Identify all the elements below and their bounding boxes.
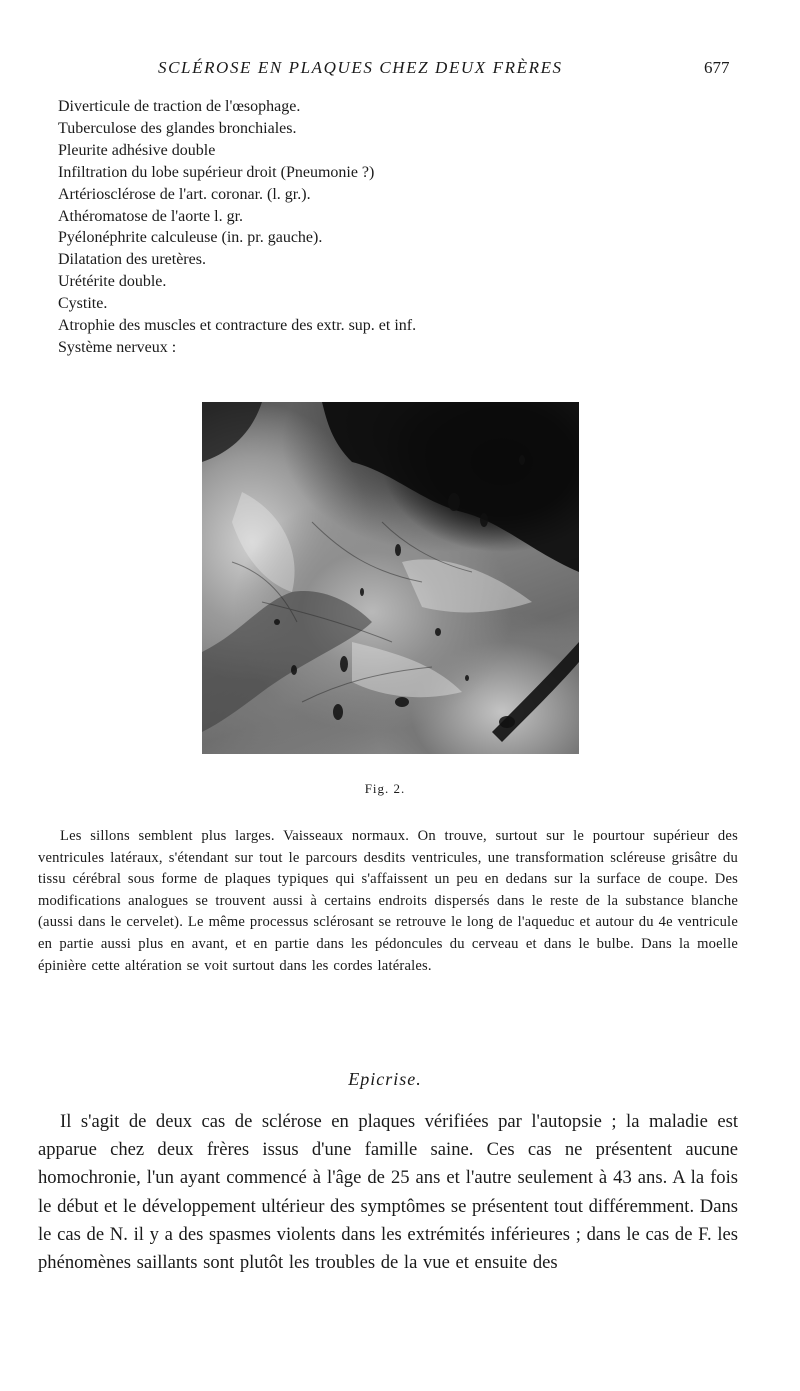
finding-item: Dilatation des uretères. [58, 251, 206, 269]
page-header [0, 58, 800, 88]
finding-item: Tuberculose des glandes bronchiales. [58, 119, 297, 137]
autopsy-findings-list [58, 96, 416, 359]
finding-item: Urétérite double. [58, 273, 167, 291]
micrograph-figure [202, 402, 579, 754]
running-title: SCLÉROSE EN PLAQUES CHEZ DEUX FRÈRES [158, 58, 563, 77]
finding-item: Infiltration du lobe supérieur droit (Pneumonie ?) [58, 163, 375, 181]
finding-item: Système nerveux : [58, 338, 177, 356]
finding-item: Athéromatose de l'aorte l. gr. [58, 207, 244, 225]
body-paragraph-main: Il s'agit de deux cas de sclérose en plaques vérifiées par l'autopsie ; la maladie est apparue chez deux frères issus d'une famille saine. Ces cas ne présentent aucune homochronie, l'un ayant commencé à l'âge de 25 ans et l'autre seulement à 43 ans. A la fois le début et le développement ultérieur des symptômes se présentent tout différemment. Dans le cas de N. il y a des spasmes violents dans les extrémités inférieures ; dans le cas de F. les phénomènes saillants sont plutôt les troubles de la vue et ensuite des [38, 1111, 738, 1274]
body-paragraph-small: Les sillons semblent plus larges. Vaisseaux normaux. On trouve, surtout sur le pourtour supérieur des ventricules latéraux, s'étendant sur tout le parcours desdits ventricules, une transformation scléreuse grisâtre du tissu cérébral sous forme de plaques typiques qui s'affaissent un peu en dedans sur la surface de coupe. Des modifications analogues se trouvent aussi à certains endroits dispersés dans le reste de la substance blanche (aussi dans le cervelet). Le même processus sclérosant se retrouve le long de l'aqueduc et autour du 4e ventricule en partie aussi plus en avant, et en partie dans les pédoncules du cerveau et dans le bulbe. Dans la moelle épinière cette altération se voit surtout dans les cordes latérales. [38, 828, 738, 974]
finding-item: Pyélonéphrite calculeuse (in. pr. gauche). [58, 229, 323, 247]
finding-item: Diverticule de traction de l'œsophage. [58, 98, 301, 115]
finding-item: Cystite. [58, 295, 108, 313]
finding-item: Artériosclérose de l'art. coronar. (l. gr.). [58, 185, 311, 203]
finding-item: Atrophie des muscles et contracture des extr. sup. et inf. [58, 317, 417, 335]
page-number: 677 [704, 58, 730, 77]
micrograph-texture [202, 402, 579, 754]
finding-item: Pleurite adhésive double [58, 141, 216, 159]
figure-caption: Fig. 2. [364, 781, 406, 796]
section-title: Epicrise. [348, 1069, 422, 1089]
